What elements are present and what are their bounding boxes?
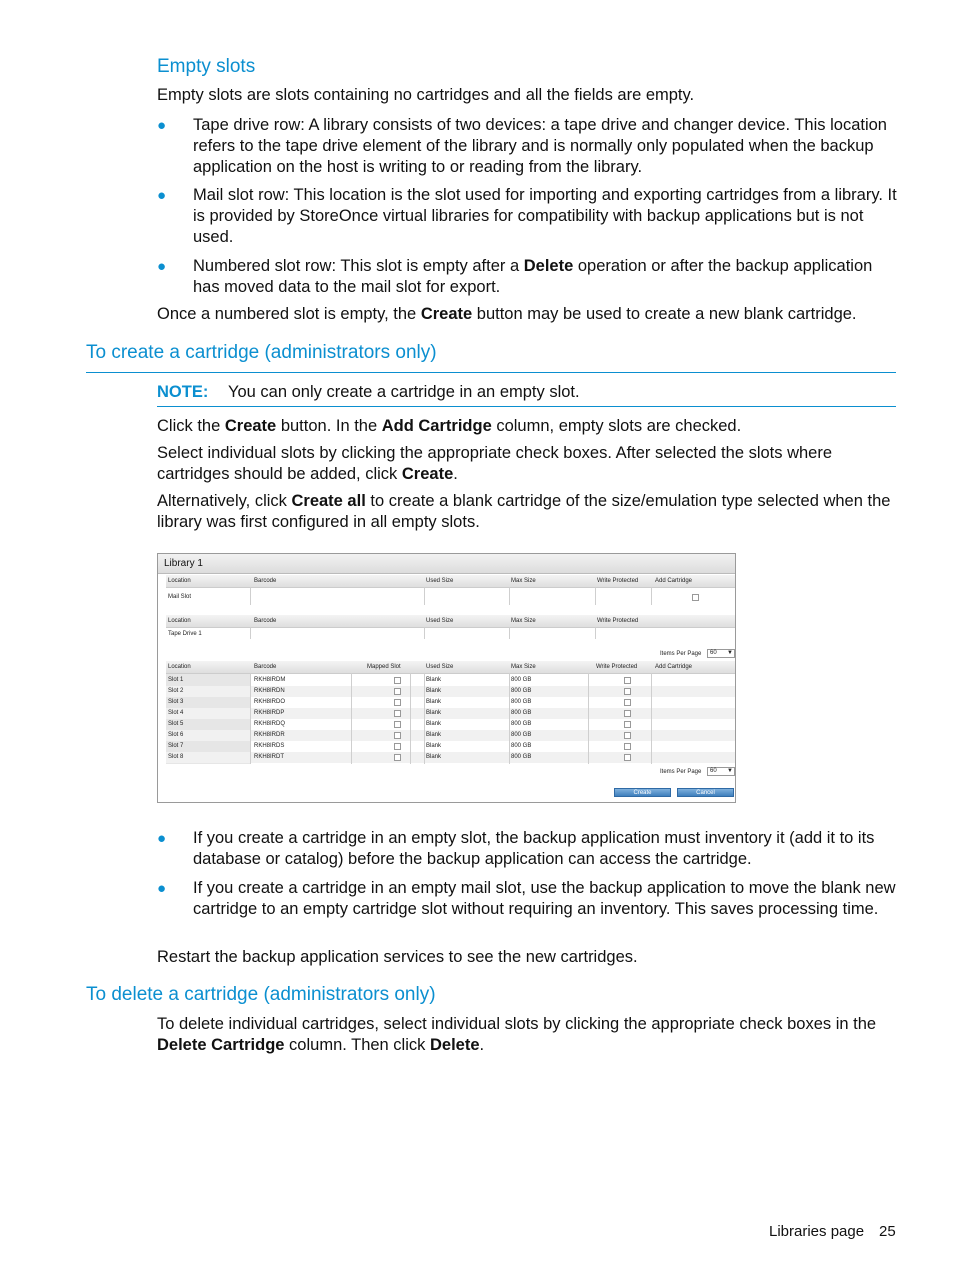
slot-used-size: Blank bbox=[426, 677, 442, 683]
slot-barcode: RKH8IRDP bbox=[254, 710, 285, 716]
bold-term: Create bbox=[401, 465, 454, 483]
bullet-icon: ● bbox=[157, 880, 167, 897]
mapped-slot-checkbox[interactable] bbox=[394, 721, 401, 728]
text-run: . bbox=[453, 465, 458, 483]
list-item-text: If you create a cartridge in an empty mail slot, use the backup application to move the blank new cartridge to an empty cartridge slot without requiring an inventory. This saves processing time. bbox=[193, 879, 896, 918]
bold-term: Add Cartridge bbox=[381, 417, 492, 435]
note-text: You can only create a cartridge in an empty slot. bbox=[228, 383, 580, 401]
col-used-size: Used Size bbox=[426, 618, 454, 624]
slot-used-size: Blank bbox=[426, 699, 442, 705]
list-item-text bbox=[193, 256, 899, 298]
create-step-1 bbox=[157, 416, 899, 437]
col-location: Location bbox=[168, 618, 191, 624]
slot-max-size: 800 GB bbox=[511, 721, 532, 727]
divider bbox=[250, 673, 251, 764]
create-step-3 bbox=[157, 491, 899, 533]
text-run: . bbox=[479, 1036, 485, 1054]
text-run: button. In the bbox=[276, 417, 382, 435]
col-location: Location bbox=[168, 578, 191, 584]
text-run: Alternatively, click bbox=[157, 492, 292, 510]
text-run: column, empty slots are checked. bbox=[491, 417, 742, 435]
empty-slots-intro: Empty slots are slots containing no cartridges and all the fields are empty. bbox=[157, 86, 695, 104]
divider bbox=[509, 587, 510, 605]
library-title: Library 1 bbox=[158, 554, 735, 574]
write-protected-checkbox[interactable] bbox=[624, 699, 631, 706]
chevron-down-icon: ▼ bbox=[727, 768, 733, 774]
library-screenshot bbox=[157, 553, 736, 803]
slot-used-size: Blank bbox=[426, 754, 442, 760]
slot-location: Slot 6 bbox=[168, 732, 184, 738]
slots-header bbox=[166, 661, 735, 674]
slot-max-size: 800 GB bbox=[511, 699, 532, 705]
divider bbox=[595, 587, 596, 605]
list-item-text: Tape drive row: A library consists of two devices: a tape drive and changer device. This location refers to the tape drive element of the library and is normally only populated when the backup application on the host is writing to or reading from the library. bbox=[193, 116, 887, 176]
divider bbox=[509, 627, 510, 639]
divider bbox=[250, 587, 251, 605]
slot-max-size: 800 GB bbox=[511, 688, 532, 694]
col-max-size: Max Size bbox=[511, 664, 536, 670]
bold-term: Delete Cartridge bbox=[157, 1036, 285, 1054]
divider bbox=[410, 673, 411, 764]
divider bbox=[424, 627, 425, 639]
col-used-size: Used Size bbox=[426, 664, 454, 670]
text-run: Select individual slots by clicking the appropriate check boxes. After selected the slots where cartridges should be added, click bbox=[157, 444, 833, 483]
slot-barcode: RKH8IRDT bbox=[254, 754, 285, 760]
table-row bbox=[166, 697, 735, 708]
write-protected-checkbox[interactable] bbox=[624, 754, 631, 761]
section-heading-delete: To delete a cartridge (administrators only) bbox=[86, 984, 436, 1005]
col-mapped-slot: Mapped Slot bbox=[367, 664, 401, 670]
note-rule bbox=[157, 406, 896, 407]
col-write-protected: Write Protected bbox=[597, 578, 639, 584]
slot-max-size: 800 GB bbox=[511, 743, 532, 749]
table-row bbox=[166, 730, 735, 741]
slot-barcode: RKH8IRDQ bbox=[254, 721, 286, 727]
table-row bbox=[166, 719, 735, 730]
text-run: To delete individual cartridges, select individual slots by clicking the appropriate check boxes in the bbox=[157, 1015, 877, 1033]
slot-used-size: Blank bbox=[426, 732, 442, 738]
mapped-slot-checkbox[interactable] bbox=[394, 710, 401, 717]
restart-note: Restart the backup application services to see the new cartridges. bbox=[157, 948, 638, 966]
slot-barcode: RKH8IRDN bbox=[254, 688, 285, 694]
section-heading-empty-slots: Empty slots bbox=[157, 56, 256, 77]
slot-barcode: RKH8IRDO bbox=[254, 699, 286, 705]
bold-term: Delete bbox=[523, 257, 574, 275]
mapped-slot-checkbox[interactable] bbox=[394, 688, 401, 695]
table-row bbox=[166, 592, 735, 603]
bullet-icon: ● bbox=[157, 258, 167, 275]
slot-location: Slot 7 bbox=[168, 743, 184, 749]
mapped-slot-checkbox[interactable] bbox=[394, 754, 401, 761]
empty-slots-outro bbox=[157, 304, 899, 325]
slot-max-size: 800 GB bbox=[511, 710, 532, 716]
bullet-icon: ● bbox=[157, 117, 167, 134]
slot-location: Slot 4 bbox=[168, 710, 184, 716]
items-per-page-label: Items Per Page bbox=[660, 651, 702, 657]
tape-drive-location: Tape Drive 1 bbox=[168, 631, 202, 637]
mail-slot-location: Mail Slot bbox=[168, 594, 192, 600]
mail-slot-add-checkbox[interactable] bbox=[692, 594, 699, 601]
text-run: Numbered slot row: This slot is empty after a bbox=[193, 257, 524, 275]
divider bbox=[424, 673, 425, 764]
note bbox=[157, 382, 899, 403]
write-protected-checkbox[interactable] bbox=[624, 721, 631, 728]
col-max-size: Max Size bbox=[511, 618, 536, 624]
col-barcode: Barcode bbox=[254, 618, 277, 624]
table-row bbox=[166, 708, 735, 719]
mail-slot-header bbox=[166, 575, 735, 588]
write-protected-checkbox[interactable] bbox=[624, 688, 631, 695]
divider bbox=[595, 627, 596, 639]
divider bbox=[351, 673, 352, 764]
slot-max-size: 800 GB bbox=[511, 732, 532, 738]
col-used-size: Used Size bbox=[426, 578, 454, 584]
table-row bbox=[166, 741, 735, 752]
items-per-page-select[interactable] bbox=[707, 649, 735, 658]
write-protected-checkbox[interactable] bbox=[624, 732, 631, 739]
write-protected-checkbox[interactable] bbox=[624, 743, 631, 750]
slot-location: Slot 1 bbox=[168, 677, 184, 683]
bold-term: Delete bbox=[429, 1036, 480, 1054]
slot-used-size: Blank bbox=[426, 688, 442, 694]
items-per-page-label: Items Per Page bbox=[660, 769, 702, 775]
write-protected-checkbox[interactable] bbox=[624, 710, 631, 717]
mapped-slot-checkbox[interactable] bbox=[394, 743, 401, 750]
divider bbox=[588, 673, 589, 764]
bold-term: Create all bbox=[291, 492, 366, 510]
items-per-page-value: 60 bbox=[710, 650, 717, 656]
mapped-slot-checkbox[interactable] bbox=[394, 699, 401, 706]
table-row bbox=[166, 686, 735, 697]
col-write-protected: Write Protected bbox=[596, 664, 638, 670]
text-run: Once a numbered slot is empty, the bbox=[157, 305, 421, 323]
list-item-text: Mail slot row: This location is the slot used for importing and exporting cartridges from a library. It is provided by StoreOnce virtual libraries for compatibility with backup applications but is not used. bbox=[193, 186, 897, 246]
text-run: column. Then click bbox=[284, 1036, 430, 1054]
slot-location: Slot 5 bbox=[168, 721, 184, 727]
slot-location: Slot 3 bbox=[168, 699, 184, 705]
slot-location: Slot 8 bbox=[168, 754, 184, 760]
chevron-down-icon: ▼ bbox=[727, 650, 733, 656]
slot-barcode: RKH8IRDR bbox=[254, 732, 285, 738]
divider bbox=[424, 587, 425, 605]
col-location: Location bbox=[168, 664, 191, 670]
slot-max-size: 800 GB bbox=[511, 677, 532, 683]
slot-barcode: RKH8IRDM bbox=[254, 677, 286, 683]
col-add-cartridge: Add Cartridge bbox=[655, 578, 693, 584]
divider bbox=[509, 673, 510, 764]
col-write-protected: Write Protected bbox=[597, 618, 639, 624]
page-number: 25 bbox=[879, 1223, 896, 1240]
footer-label: Libraries page bbox=[769, 1223, 865, 1240]
divider bbox=[250, 627, 251, 639]
slot-used-size: Blank bbox=[426, 743, 442, 749]
list-item-text: If you create a cartridge in an empty slot, the backup application must inventory it (add it to its database or catalog) before the backup application can access the cartridge. bbox=[193, 829, 875, 868]
slot-max-size: 800 GB bbox=[511, 754, 532, 760]
table-row bbox=[166, 675, 735, 686]
divider bbox=[651, 587, 652, 605]
text-run: to create a blank cartridge of the size/emulation type selected when the library was first configured in all empty slots. bbox=[157, 492, 891, 531]
bullet-icon: ● bbox=[157, 187, 167, 204]
bold-term: Create bbox=[420, 305, 473, 323]
items-per-page-value: 60 bbox=[710, 768, 717, 774]
mapped-slot-checkbox[interactable] bbox=[394, 677, 401, 684]
write-protected-checkbox[interactable] bbox=[624, 677, 631, 684]
slot-barcode: RKH8IRDS bbox=[254, 743, 285, 749]
slot-used-size: Blank bbox=[426, 710, 442, 716]
create-button[interactable]: Create bbox=[614, 788, 671, 797]
bold-term: Create bbox=[224, 417, 277, 435]
tape-drive-header bbox=[166, 615, 735, 628]
items-per-page-select[interactable] bbox=[707, 767, 735, 776]
slot-location: Slot 2 bbox=[168, 688, 184, 694]
cancel-button[interactable]: Cancel bbox=[677, 788, 734, 797]
divider bbox=[651, 673, 652, 764]
note-label: NOTE: bbox=[157, 383, 209, 401]
text-run: button may be used to create a new blank cartridge. bbox=[472, 305, 857, 323]
section-heading-create: To create a cartridge (administrators only) bbox=[86, 342, 437, 363]
col-barcode: Barcode bbox=[254, 664, 277, 670]
text-run: Click the bbox=[157, 417, 225, 435]
text-run: operation or after the backup application has moved data to the mail slot for export. bbox=[193, 257, 873, 296]
col-max-size: Max Size bbox=[511, 578, 536, 584]
slot-used-size: Blank bbox=[426, 721, 442, 727]
delete-instructions bbox=[157, 1014, 899, 1056]
bullet-icon: ● bbox=[157, 830, 167, 847]
col-add-cartridge: Add Cartridge bbox=[655, 664, 693, 670]
mapped-slot-checkbox[interactable] bbox=[394, 732, 401, 739]
table-row bbox=[166, 752, 735, 763]
heading-rule bbox=[86, 372, 896, 373]
create-step-2 bbox=[157, 443, 899, 485]
col-barcode: Barcode bbox=[254, 578, 277, 584]
table-row bbox=[166, 629, 735, 640]
